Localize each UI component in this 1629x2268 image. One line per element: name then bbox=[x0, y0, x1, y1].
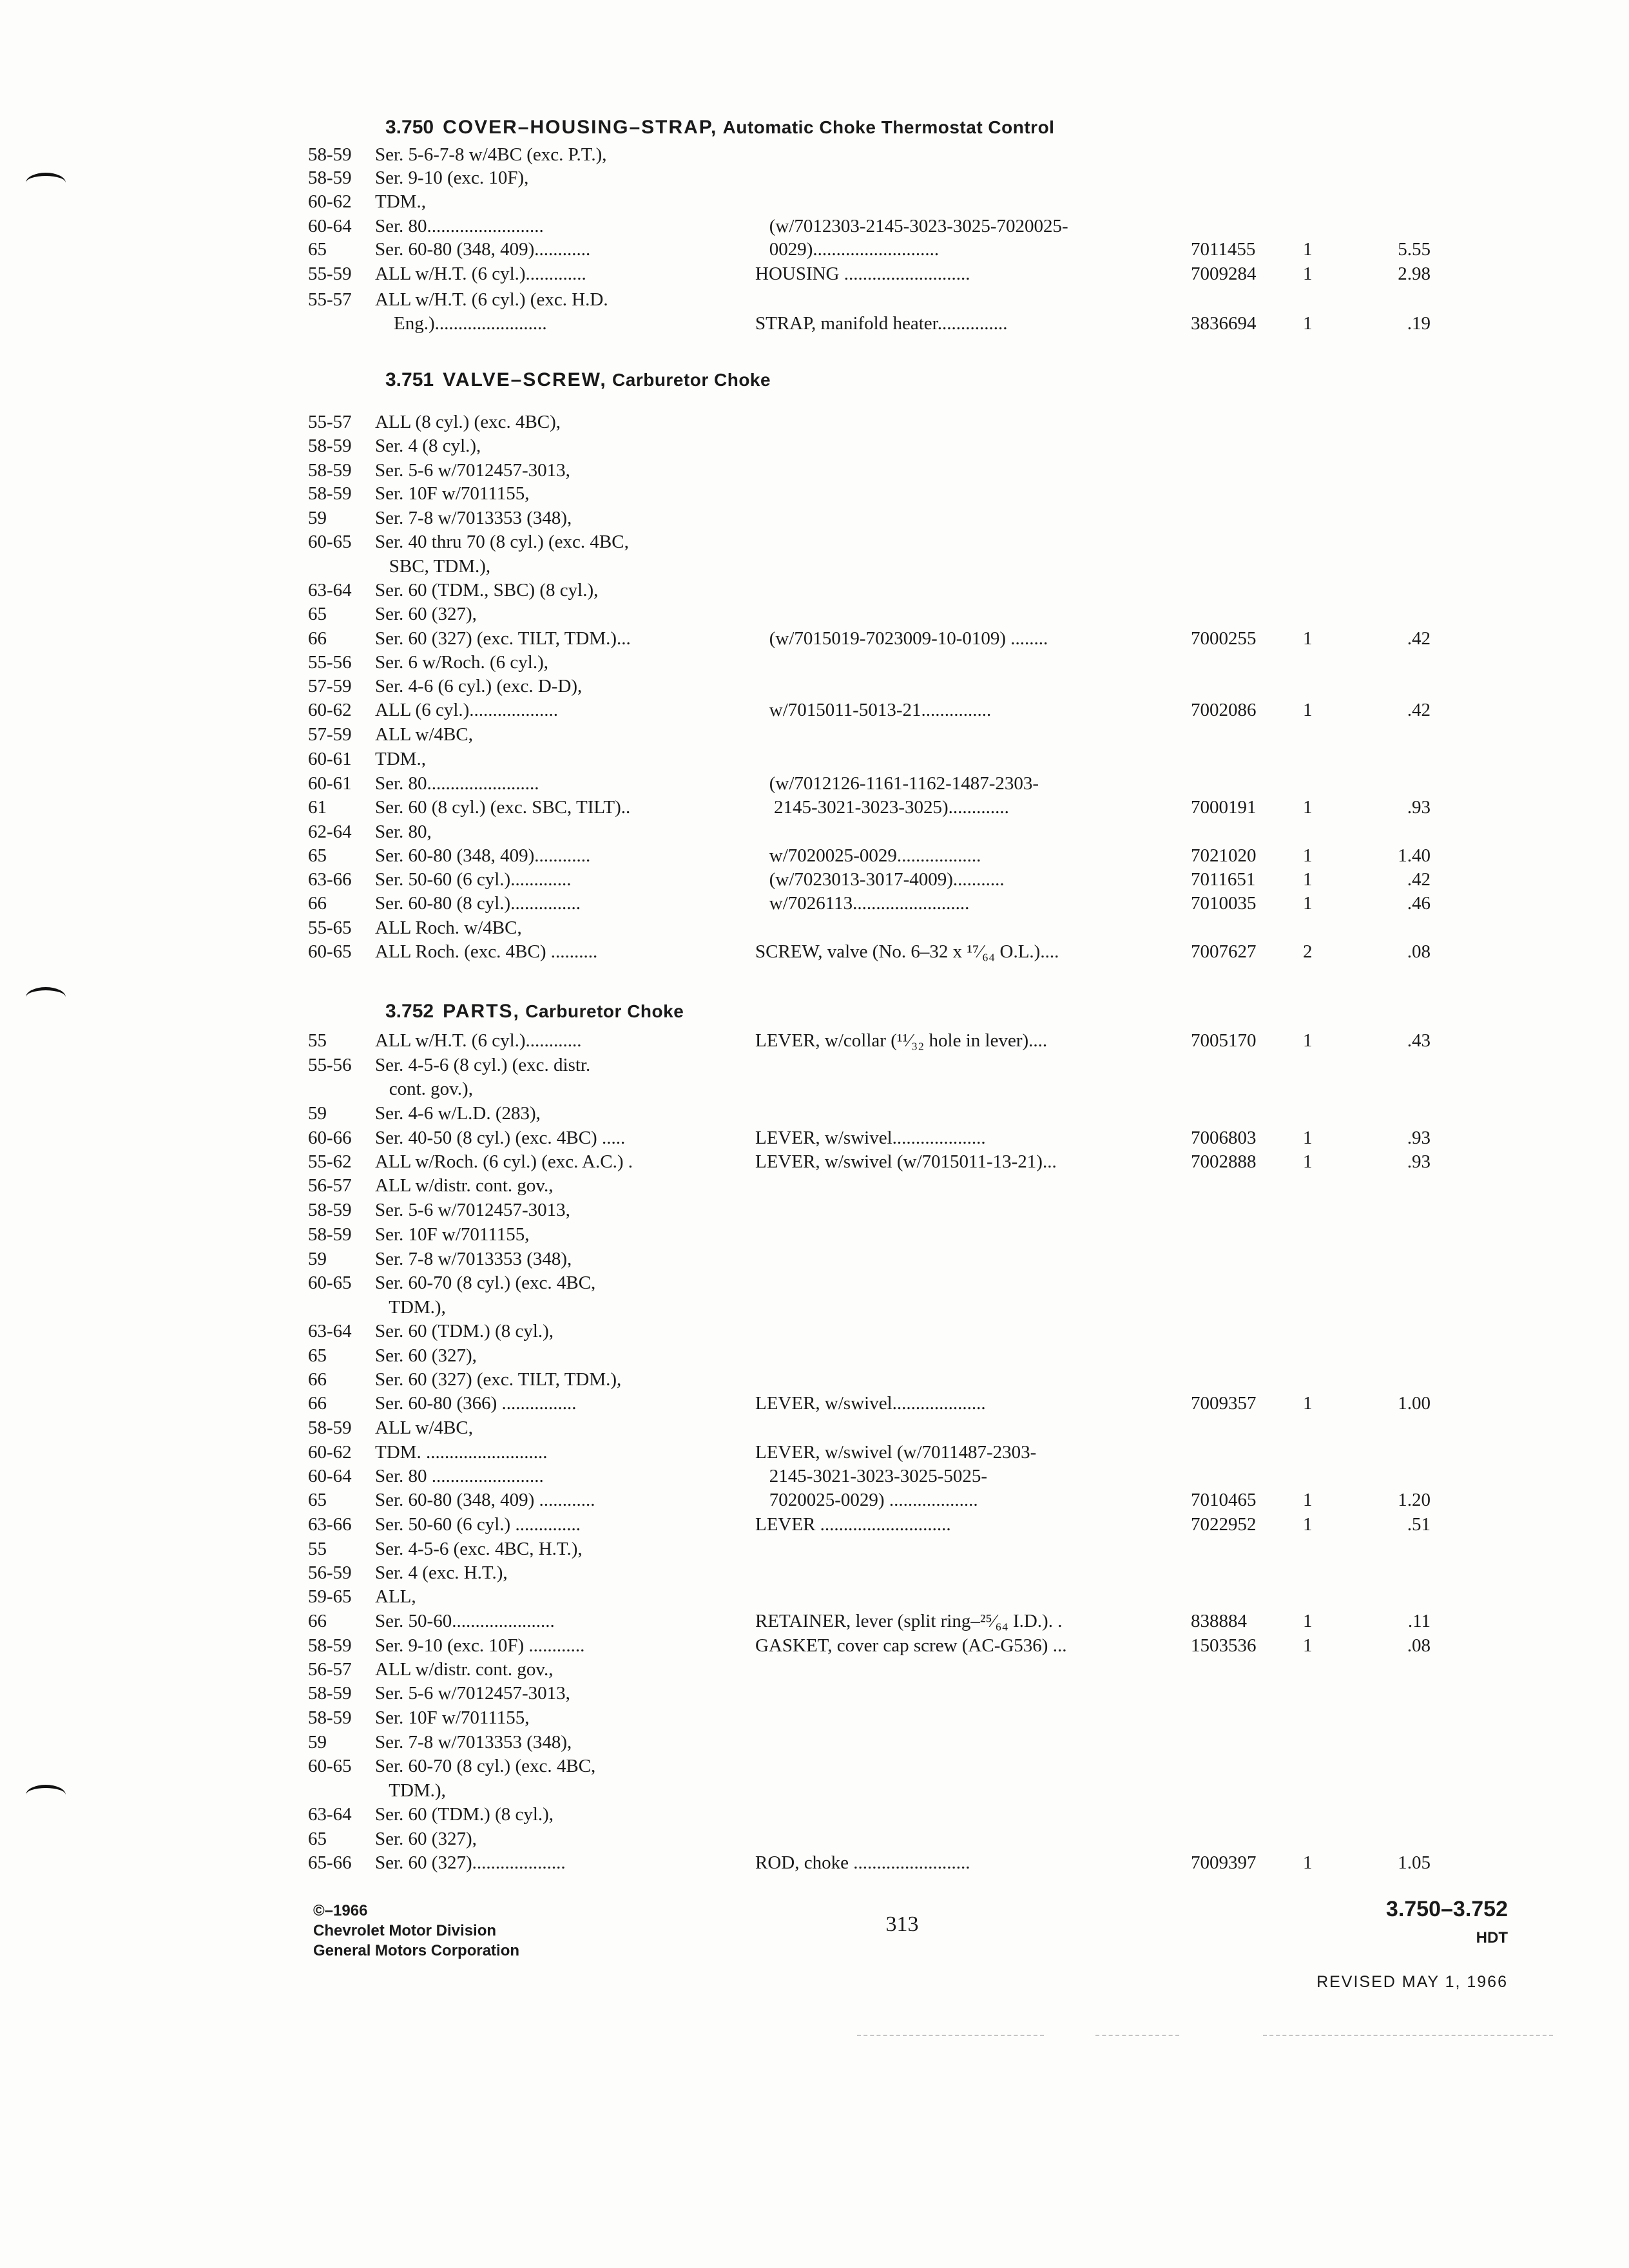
series-applicability: Ser. 60 (8 cyl.) (exc. SBC, TILT).. bbox=[375, 797, 631, 818]
year: 55-56 bbox=[308, 1055, 352, 1075]
year: 57-59 bbox=[308, 724, 352, 745]
part-number: 7000255 bbox=[1191, 628, 1257, 649]
year: 63-64 bbox=[308, 580, 352, 601]
section-heading-3-751 bbox=[385, 367, 771, 393]
part-description: LEVER, w/swivel (w/7015011-13-21)... bbox=[755, 1151, 1057, 1172]
series-applicability: Ser. 60-80 (8 cyl.)............... bbox=[375, 893, 581, 914]
year: 55-57 bbox=[308, 412, 352, 432]
section-number: 3.752 bbox=[385, 1001, 434, 1022]
year: 56-59 bbox=[308, 1562, 352, 1583]
series-applicability: Ser. 80........................ bbox=[375, 773, 539, 794]
year: 63-64 bbox=[308, 1321, 352, 1341]
table-row bbox=[0, 1247, 1629, 1271]
year: 60-66 bbox=[308, 1128, 352, 1148]
binder-mark bbox=[26, 987, 66, 999]
list-price: 1.05 bbox=[1398, 1852, 1431, 1873]
series-applicability: Ser. 9-10 (exc. 10F), bbox=[375, 168, 529, 188]
series-applicability: ALL Roch. w/4BC, bbox=[375, 918, 522, 938]
part-number: 7006803 bbox=[1191, 1128, 1257, 1148]
year: 60-64 bbox=[308, 216, 352, 236]
series-applicability: SBC, TDM.), bbox=[375, 556, 491, 577]
table-row bbox=[0, 1488, 1629, 1512]
series-applicability: Ser. 7-8 w/7013353 (348), bbox=[375, 1249, 572, 1269]
part-number: 7011455 bbox=[1191, 239, 1256, 260]
part-number: 7010465 bbox=[1191, 1490, 1257, 1510]
series-applicability: Ser. 60-70 (8 cyl.) (exc. 4BC, bbox=[375, 1273, 596, 1293]
catalog-code: HDT bbox=[1476, 1929, 1508, 1946]
series-applicability: Ser. 80, bbox=[375, 822, 432, 842]
series-applicability: Ser. 5-6-7-8 w/4BC (exc. P.T.), bbox=[375, 144, 607, 165]
year: 60-65 bbox=[308, 1273, 352, 1293]
table-row bbox=[0, 940, 1629, 963]
table-row bbox=[0, 1271, 1629, 1294]
table-row bbox=[0, 602, 1629, 626]
part-description: (w/7012303-2145-3023-3025-7020025- bbox=[755, 216, 1068, 236]
table-row bbox=[0, 238, 1629, 261]
page-number: 313 bbox=[885, 1912, 919, 1936]
list-price: 1.20 bbox=[1398, 1490, 1431, 1510]
copyright: ©–1966 bbox=[313, 1902, 368, 1919]
series-applicability: cont. gov.), bbox=[375, 1079, 473, 1099]
series-applicability: TDM.), bbox=[375, 1297, 446, 1318]
series-applicability: TDM., bbox=[375, 749, 426, 769]
year: 58-59 bbox=[308, 1683, 352, 1704]
table-row bbox=[0, 482, 1629, 505]
series-applicability: Ser. 60 (327), bbox=[375, 1829, 477, 1849]
year: 57-59 bbox=[308, 676, 352, 697]
part-description: STRAP, manifold heater............... bbox=[755, 313, 1008, 334]
series-applicability: ALL Roch. (exc. 4BC) .......... bbox=[375, 941, 598, 962]
table-row bbox=[0, 627, 1629, 650]
table-row bbox=[0, 1537, 1629, 1561]
year: 66 bbox=[308, 1393, 327, 1414]
series-applicability: Ser. 10F w/7011155, bbox=[375, 1707, 530, 1728]
quantity: 1 bbox=[1303, 1151, 1313, 1172]
year: 66 bbox=[308, 893, 327, 914]
series-applicability: Eng.)........................ bbox=[375, 313, 547, 334]
year: 55-62 bbox=[308, 1151, 352, 1172]
series-applicability: ALL (6 cyl.)................... bbox=[375, 700, 559, 720]
list-price: 5.55 bbox=[1398, 239, 1431, 260]
year: 65 bbox=[308, 1829, 327, 1849]
series-applicability: ALL w/H.T. (6 cyl.)............. bbox=[375, 264, 586, 284]
part-number: 7009284 bbox=[1191, 264, 1257, 284]
part-description: GASKET, cover cap screw (AC-G536) ... bbox=[755, 1635, 1067, 1656]
series-applicability: Ser. 40 thru 70 (8 cyl.) (exc. 4BC, bbox=[375, 532, 629, 552]
part-description: w/7020025-0029.................. bbox=[755, 845, 981, 866]
table-row bbox=[0, 530, 1629, 553]
table-row bbox=[0, 143, 1629, 166]
table-row bbox=[0, 579, 1629, 602]
table-row bbox=[0, 1634, 1629, 1657]
table-row bbox=[0, 1803, 1629, 1826]
year: 58-59 bbox=[308, 1707, 352, 1728]
year: 56-57 bbox=[308, 1175, 352, 1196]
part-description: (w/7023013-3017-4009)........... bbox=[755, 869, 1005, 890]
scan-artifact bbox=[1263, 2035, 1553, 2036]
part-description: LEVER, w/swivel (w/7011487-2303- bbox=[755, 1442, 1037, 1463]
section-range: 3.750–3.752 bbox=[1385, 1897, 1508, 1921]
section-subtitle: Automatic Choke Thermostat Control bbox=[722, 117, 1055, 137]
series-applicability: Ser. 60-70 (8 cyl.) (exc. 4BC, bbox=[375, 1756, 596, 1776]
table-row bbox=[0, 506, 1629, 530]
part-number: 7002086 bbox=[1191, 700, 1257, 720]
series-applicability: ALL w/Roch. (6 cyl.) (exc. A.C.) . bbox=[375, 1151, 633, 1172]
series-applicability: Ser. 6 w/Roch. (6 cyl.), bbox=[375, 652, 549, 673]
series-applicability: Ser. 10F w/7011155, bbox=[375, 1224, 530, 1245]
list-price: .08 bbox=[1407, 1635, 1431, 1656]
table-row bbox=[0, 1368, 1629, 1391]
series-applicability: Ser. 50-60 (6 cyl.) .............. bbox=[375, 1514, 581, 1535]
section-title: VALVE–SCREW, bbox=[443, 369, 607, 390]
series-applicability: Ser. 4 (exc. H.T.), bbox=[375, 1562, 508, 1583]
year: 63-66 bbox=[308, 1514, 352, 1535]
series-applicability: ALL w/4BC, bbox=[375, 1418, 473, 1438]
part-number: 1503536 bbox=[1191, 1635, 1257, 1656]
division-name: Chevrolet Motor Division bbox=[313, 1922, 497, 1939]
list-price: .43 bbox=[1407, 1030, 1431, 1051]
series-applicability: Ser. 4-6 w/L.D. (283), bbox=[375, 1103, 541, 1124]
year: 55-56 bbox=[308, 652, 352, 673]
table-row bbox=[0, 166, 1629, 189]
year: 60-62 bbox=[308, 1442, 352, 1463]
section-number: 3.751 bbox=[385, 369, 434, 390]
part-description: 0029)........................... bbox=[755, 239, 940, 260]
quantity: 1 bbox=[1303, 1514, 1313, 1535]
series-applicability: Ser. 10F w/7011155, bbox=[375, 483, 530, 504]
part-description: 2145-3021-3023-3025-5025- bbox=[755, 1466, 988, 1486]
series-applicability: TDM. .......................... bbox=[375, 1442, 548, 1463]
publisher-block bbox=[313, 1901, 519, 1961]
year: 60-61 bbox=[308, 749, 352, 769]
series-applicability: ALL w/distr. cont. gov., bbox=[375, 1659, 554, 1680]
part-description: 2145-3021-3023-3025)............. bbox=[755, 797, 1009, 818]
revision-date: REVISED MAY 1, 1966 bbox=[1316, 1973, 1508, 1991]
section-title: COVER–HOUSING–STRAP, bbox=[443, 117, 718, 138]
year: 60-64 bbox=[308, 1466, 352, 1486]
series-applicability: ALL w/4BC, bbox=[375, 724, 473, 745]
year: 58-59 bbox=[308, 436, 352, 456]
table-row bbox=[0, 312, 1629, 335]
series-applicability: Ser. 4-5-6 (exc. 4BC, H.T.), bbox=[375, 1539, 583, 1559]
list-price: .93 bbox=[1407, 1128, 1431, 1148]
table-row bbox=[0, 916, 1629, 939]
table-row bbox=[0, 434, 1629, 457]
part-description: w/7026113......................... bbox=[755, 893, 970, 914]
quantity: 1 bbox=[1303, 893, 1313, 914]
year: 58-59 bbox=[308, 1224, 352, 1245]
scan-artifact bbox=[857, 2035, 1044, 2036]
quantity: 1 bbox=[1303, 239, 1313, 260]
table-row bbox=[0, 1585, 1629, 1608]
year: 60-61 bbox=[308, 773, 352, 794]
series-applicability: Ser. 60-80 (348, 409)............ bbox=[375, 845, 591, 866]
series-applicability: Ser. 60 (TDM., SBC) (8 cyl.), bbox=[375, 580, 599, 601]
series-applicability: Ser. 60-80 (348, 409)............ bbox=[375, 239, 591, 260]
table-row bbox=[0, 1682, 1629, 1705]
part-description: HOUSING ........................... bbox=[755, 264, 970, 284]
quantity: 1 bbox=[1303, 1490, 1313, 1510]
series-applicability: Ser. 60 (327).................... bbox=[375, 1852, 566, 1873]
part-description: ROD, choke ......................... bbox=[755, 1852, 970, 1873]
series-applicability: Ser. 5-6 w/7012457-3013, bbox=[375, 1683, 570, 1704]
series-applicability: TDM., bbox=[375, 191, 426, 212]
table-row bbox=[0, 1296, 1629, 1319]
table-row bbox=[0, 1706, 1629, 1729]
quantity: 1 bbox=[1303, 700, 1313, 720]
quantity: 1 bbox=[1303, 1030, 1313, 1051]
series-applicability: Ser. 9-10 (exc. 10F) ............ bbox=[375, 1635, 585, 1656]
table-row bbox=[0, 1465, 1629, 1488]
table-row bbox=[0, 1441, 1629, 1464]
quantity: 1 bbox=[1303, 869, 1313, 890]
part-number: 7021020 bbox=[1191, 845, 1257, 866]
year: 58-59 bbox=[308, 1635, 352, 1656]
part-description: LEVER, w/swivel.................... bbox=[755, 1393, 986, 1414]
table-row bbox=[0, 675, 1629, 698]
table-row bbox=[0, 1102, 1629, 1125]
section-heading-3-752 bbox=[385, 999, 684, 1024]
table-row bbox=[0, 1827, 1629, 1850]
year: 56-57 bbox=[308, 1659, 352, 1680]
series-applicability: ALL w/H.T. (6 cyl.)............ bbox=[375, 1030, 582, 1051]
table-row bbox=[0, 262, 1629, 285]
scan-artifact bbox=[1095, 2035, 1179, 2036]
part-number: 7007627 bbox=[1191, 941, 1257, 962]
year: 65-66 bbox=[308, 1852, 352, 1873]
list-price: .19 bbox=[1407, 313, 1431, 334]
year: 59 bbox=[308, 508, 327, 528]
series-applicability: Ser. 7-8 w/7013353 (348), bbox=[375, 1732, 572, 1753]
list-price: .93 bbox=[1407, 797, 1431, 818]
year: 55-59 bbox=[308, 264, 352, 284]
table-row bbox=[0, 796, 1629, 819]
table-row bbox=[0, 651, 1629, 674]
quantity: 1 bbox=[1303, 1611, 1313, 1631]
series-applicability: Ser. 80......................... bbox=[375, 216, 544, 236]
table-row bbox=[0, 772, 1629, 795]
quantity: 1 bbox=[1303, 845, 1313, 866]
quantity: 2 bbox=[1303, 941, 1313, 962]
table-row bbox=[0, 1344, 1629, 1367]
table-row bbox=[0, 1150, 1629, 1173]
part-description: RETAINER, lever (split ring–²⁵⁄₆₄ I.D.). . bbox=[755, 1611, 1063, 1631]
table-row bbox=[0, 1077, 1629, 1100]
table-row bbox=[0, 1754, 1629, 1778]
year: 59 bbox=[308, 1249, 327, 1269]
part-description: LEVER, w/swivel.................... bbox=[755, 1128, 986, 1148]
year: 62-64 bbox=[308, 822, 352, 842]
year: 58-59 bbox=[308, 1200, 352, 1220]
section-number: 3.750 bbox=[385, 117, 434, 138]
table-row bbox=[0, 1561, 1629, 1584]
series-applicability: Ser. 60-80 (348, 409) ............ bbox=[375, 1490, 595, 1510]
section-heading-3-750 bbox=[385, 115, 1054, 140]
series-applicability: ALL, bbox=[375, 1586, 416, 1607]
quantity: 1 bbox=[1303, 1128, 1313, 1148]
list-price: .11 bbox=[1407, 1611, 1431, 1631]
series-applicability: Ser. 60 (TDM.) (8 cyl.), bbox=[375, 1321, 554, 1341]
list-price: 1.00 bbox=[1398, 1393, 1431, 1414]
table-row bbox=[0, 844, 1629, 867]
year: 63-66 bbox=[308, 869, 352, 890]
year: 60-62 bbox=[308, 191, 352, 212]
table-row bbox=[0, 1126, 1629, 1149]
part-description: LEVER ............................ bbox=[755, 1514, 951, 1535]
list-price: .08 bbox=[1407, 941, 1431, 962]
part-number: 7009397 bbox=[1191, 1852, 1257, 1873]
section-title: PARTS, bbox=[443, 1001, 520, 1022]
table-row bbox=[0, 723, 1629, 746]
table-row bbox=[0, 555, 1629, 578]
quantity: 1 bbox=[1303, 264, 1313, 284]
table-row bbox=[0, 1174, 1629, 1197]
year: 65 bbox=[308, 1490, 327, 1510]
part-description: w/7015011-5013-21............... bbox=[755, 700, 992, 720]
part-description: (w/7015019-7023009-10-0109) ........ bbox=[755, 628, 1048, 649]
part-description: SCREW, valve (No. 6–32 x ¹⁷⁄₆₄ O.L.).... bbox=[755, 941, 1059, 962]
series-applicability: Ser. 60 (327), bbox=[375, 604, 477, 624]
list-price: .42 bbox=[1407, 869, 1431, 890]
part-number: 7000191 bbox=[1191, 797, 1257, 818]
part-description: (w/7012126-1161-1162-1487-2303- bbox=[755, 773, 1039, 794]
section-subtitle: Carburetor Choke bbox=[525, 1001, 684, 1021]
table-row bbox=[0, 892, 1629, 915]
year: 59 bbox=[308, 1103, 327, 1124]
series-applicability: Ser. 7-8 w/7013353 (348), bbox=[375, 508, 572, 528]
year: 58-59 bbox=[308, 168, 352, 188]
series-applicability: Ser. 60-80 (366) ................ bbox=[375, 1393, 577, 1414]
table-row bbox=[0, 1053, 1629, 1077]
table-row bbox=[0, 747, 1629, 771]
series-applicability: Ser. 60 (327) (exc. TILT, TDM.)... bbox=[375, 628, 631, 649]
series-applicability: Ser. 5-6 w/7012457-3013, bbox=[375, 460, 570, 481]
series-applicability: Ser. 60 (327) (exc. TILT, TDM.), bbox=[375, 1369, 622, 1390]
table-row bbox=[0, 1658, 1629, 1681]
year: 65 bbox=[308, 239, 327, 260]
table-row bbox=[0, 1610, 1629, 1633]
list-price: 1.40 bbox=[1398, 845, 1431, 866]
year: 60-62 bbox=[308, 700, 352, 720]
part-number: 7011651 bbox=[1191, 869, 1256, 890]
series-applicability: Ser. 4-6 (6 cyl.) (exc. D-D), bbox=[375, 676, 583, 697]
year: 59 bbox=[308, 1732, 327, 1753]
table-row bbox=[0, 1851, 1629, 1874]
table-row bbox=[0, 1392, 1629, 1415]
quantity: 1 bbox=[1303, 1393, 1313, 1414]
table-row bbox=[0, 698, 1629, 722]
year: 65 bbox=[308, 1345, 327, 1366]
series-applicability: Ser. 40-50 (8 cyl.) (exc. 4BC) ..... bbox=[375, 1128, 626, 1148]
series-applicability: ALL (8 cyl.) (exc. 4BC), bbox=[375, 412, 561, 432]
table-row bbox=[0, 1416, 1629, 1439]
year: 66 bbox=[308, 1611, 327, 1631]
part-number: 838884 bbox=[1191, 1611, 1247, 1631]
series-applicability: Ser. 4-5-6 (8 cyl.) (exc. distr. bbox=[375, 1055, 591, 1075]
part-number: 7009357 bbox=[1191, 1393, 1257, 1414]
list-price: .46 bbox=[1407, 893, 1431, 914]
series-applicability: Ser. 5-6 w/7012457-3013, bbox=[375, 1200, 570, 1220]
year: 65 bbox=[308, 845, 327, 866]
year: 58-59 bbox=[308, 483, 352, 504]
year: 63-64 bbox=[308, 1804, 352, 1825]
quantity: 1 bbox=[1303, 1852, 1313, 1873]
series-applicability: Ser. 60 (TDM.) (8 cyl.), bbox=[375, 1804, 554, 1825]
part-description: LEVER, w/collar (¹¹⁄₃₂ hole in lever).... bbox=[755, 1030, 1048, 1051]
year: 58-59 bbox=[308, 144, 352, 165]
list-price: .93 bbox=[1407, 1151, 1431, 1172]
year: 66 bbox=[308, 628, 327, 649]
quantity: 1 bbox=[1303, 1635, 1313, 1656]
series-applicability: Ser. 50-60...................... bbox=[375, 1611, 555, 1631]
series-applicability: Ser. 4 (8 cyl.), bbox=[375, 436, 481, 456]
year: 61 bbox=[308, 797, 327, 818]
series-applicability: Ser. 80 ........................ bbox=[375, 1466, 544, 1486]
list-price: 2.98 bbox=[1398, 264, 1431, 284]
list-price: .51 bbox=[1407, 1514, 1431, 1535]
year: 55-65 bbox=[308, 918, 352, 938]
table-row bbox=[0, 868, 1629, 891]
year: 55 bbox=[308, 1030, 327, 1051]
table-row bbox=[0, 1223, 1629, 1246]
corporation-name: General Motors Corporation bbox=[313, 1942, 520, 1959]
series-applicability: TDM.), bbox=[375, 1780, 446, 1801]
table-row bbox=[0, 459, 1629, 482]
quantity: 1 bbox=[1303, 628, 1313, 649]
part-number: 7010035 bbox=[1191, 893, 1257, 914]
series-applicability: Ser. 50-60 (6 cyl.)............. bbox=[375, 869, 572, 890]
part-description: 7020025-0029) ................... bbox=[755, 1490, 978, 1510]
year: 58-59 bbox=[308, 460, 352, 481]
year: 55-57 bbox=[308, 289, 352, 310]
series-applicability: ALL w/H.T. (6 cyl.) (exc. H.D. bbox=[375, 289, 608, 310]
part-number: 3836694 bbox=[1191, 313, 1257, 334]
table-row bbox=[0, 410, 1629, 434]
list-price: .42 bbox=[1407, 700, 1431, 720]
year: 60-65 bbox=[308, 941, 352, 962]
quantity: 1 bbox=[1303, 313, 1313, 334]
list-price: .42 bbox=[1407, 628, 1431, 649]
table-row bbox=[0, 1029, 1629, 1052]
table-row bbox=[0, 288, 1629, 311]
year: 60-65 bbox=[308, 1756, 352, 1776]
table-row bbox=[0, 215, 1629, 238]
quantity: 1 bbox=[1303, 797, 1313, 818]
year: 58-59 bbox=[308, 1418, 352, 1438]
section-subtitle: Carburetor Choke bbox=[612, 370, 771, 390]
part-number: 7002888 bbox=[1191, 1151, 1257, 1172]
year: 65 bbox=[308, 604, 327, 624]
series-applicability: Ser. 60 (327), bbox=[375, 1345, 477, 1366]
table-row bbox=[0, 820, 1629, 843]
table-row bbox=[0, 1731, 1629, 1754]
year: 66 bbox=[308, 1369, 327, 1390]
series-applicability: ALL w/distr. cont. gov., bbox=[375, 1175, 554, 1196]
table-row bbox=[0, 1779, 1629, 1802]
table-row bbox=[0, 190, 1629, 213]
year: 55 bbox=[308, 1539, 327, 1559]
table-row bbox=[0, 1320, 1629, 1343]
year: 60-65 bbox=[308, 532, 352, 552]
part-number: 7005170 bbox=[1191, 1030, 1257, 1051]
table-row bbox=[0, 1198, 1629, 1222]
year: 59-65 bbox=[308, 1586, 352, 1607]
table-row bbox=[0, 1513, 1629, 1536]
part-number: 7022952 bbox=[1191, 1514, 1257, 1535]
